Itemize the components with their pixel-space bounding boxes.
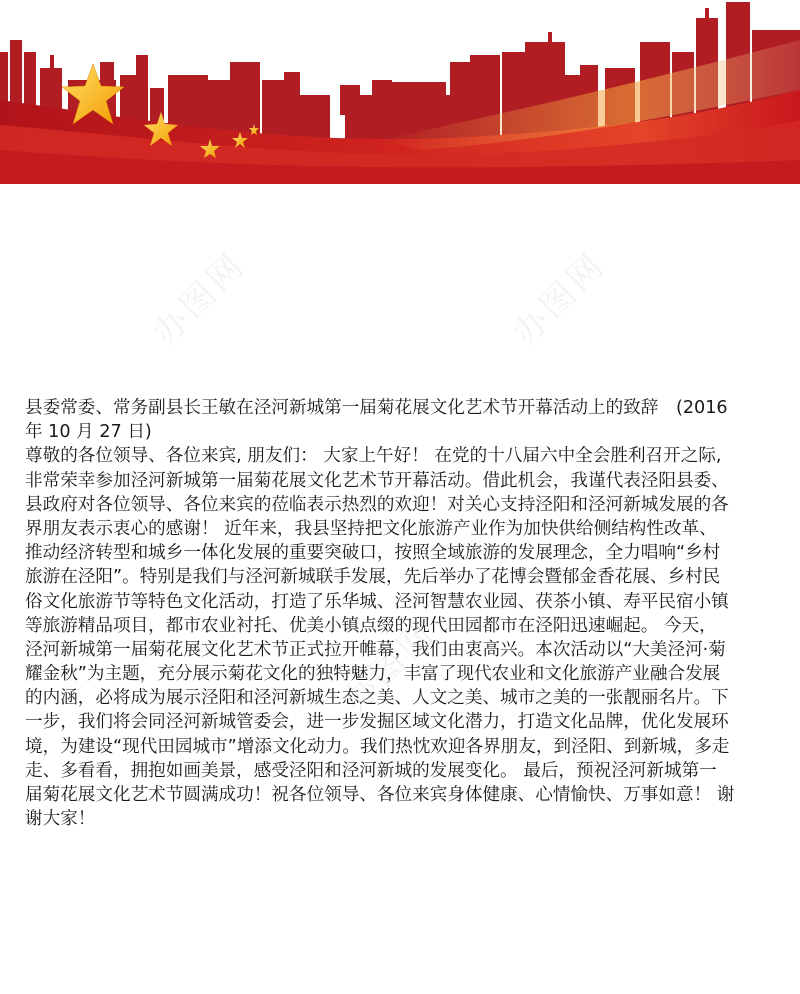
body-line: 谢大家！ xyxy=(25,809,96,830)
body-line: 耀金秋”为主题，充分展示菊花文化的独特魅力，丰富了现代农业和文化旅游产业融合发展 xyxy=(25,664,721,685)
body-line: 尊敬的各位领导、各位来宾, 朋友们： 大家上午好！ 在党的十八届六中全会胜利召开之际, xyxy=(25,446,722,467)
body-line: 推动经济转型和城乡一体化发展的重要突破口，按照全域旅游的发展理念，全力唱响“乡村 xyxy=(25,543,721,564)
header-banner xyxy=(0,0,800,184)
speech-document xyxy=(25,396,785,831)
body-line: 境，为建设“现代田园城市”增添文化动力。我们热忱欢迎各界朋友，到泾阳、到新城，多走 xyxy=(25,736,730,757)
body-line: 县政府对各位领导、各位来宾的莅临表示热烈的欢迎！对关心支持泾阳和泾河新城发展的各 xyxy=(25,494,729,515)
body-line: 非常荣幸参加泾河新城第一届菊花展文化艺术节开幕活动。借此机会，我谨代表泾阳县委、 xyxy=(25,470,729,491)
watermark-text: 办图网 xyxy=(335,612,444,722)
document-title-line: 县委常委、常务副县长王敏在泾河新城第一届菊花展文化艺术节开幕活动上的致辞 (2016 xyxy=(25,398,728,418)
watermark-text: 办图网 xyxy=(505,244,614,354)
body-line: 走、多看看，拥抱如画美景，感受泾阳和泾河新城的发展变化。 最后，预祝泾河新城第一 xyxy=(25,760,717,781)
body-line: 俗文化旅游节等特色文化活动，打造了乐华城、泾河智慧农业园、茯茶小镇、寿平民宿小镇 xyxy=(25,591,729,612)
body-line: 届菊花展文化艺术节圆满成功！祝各位领导、各位来宾身体健康、心情愉快、万事如意！ 谢 xyxy=(25,785,735,805)
body-line: 界朋友表示衷心的感谢！ 近年来，我县坚持把文化旅游产业作为加快供给侧结构性改革、 xyxy=(25,518,717,539)
document-title-line: 年 10 月 27 日) xyxy=(25,422,152,443)
body-line: 等旅游精品项目，都市农业衬托、优美小镇点缀的现代田园都市在泾阳迅速崛起。 今天， xyxy=(25,615,717,636)
body-line: 泾河新城第一届菊花展文化艺术节正式拉开帷幕，我们由衷高兴。本次活动以“大美泾河·菊 xyxy=(25,639,726,660)
skyline-banner-graphic xyxy=(0,0,800,184)
body-line: 旅游在泾阳”。特别是我们与泾河新城联手发展，先后举办了花博会暨郁金香花展、乡村民 xyxy=(25,567,721,588)
body-line: 的内涵，必将成为展示泾阳和泾河新城生态之美、人文之美、城市之美的一张靓丽名片。下 xyxy=(25,688,729,709)
body-line: 一步，我们将会同泾河新城管委会，进一步发掘区域文化潜力，打造文化品牌，优化发展环 xyxy=(25,712,729,733)
watermark-text: 办图网 xyxy=(145,244,254,354)
